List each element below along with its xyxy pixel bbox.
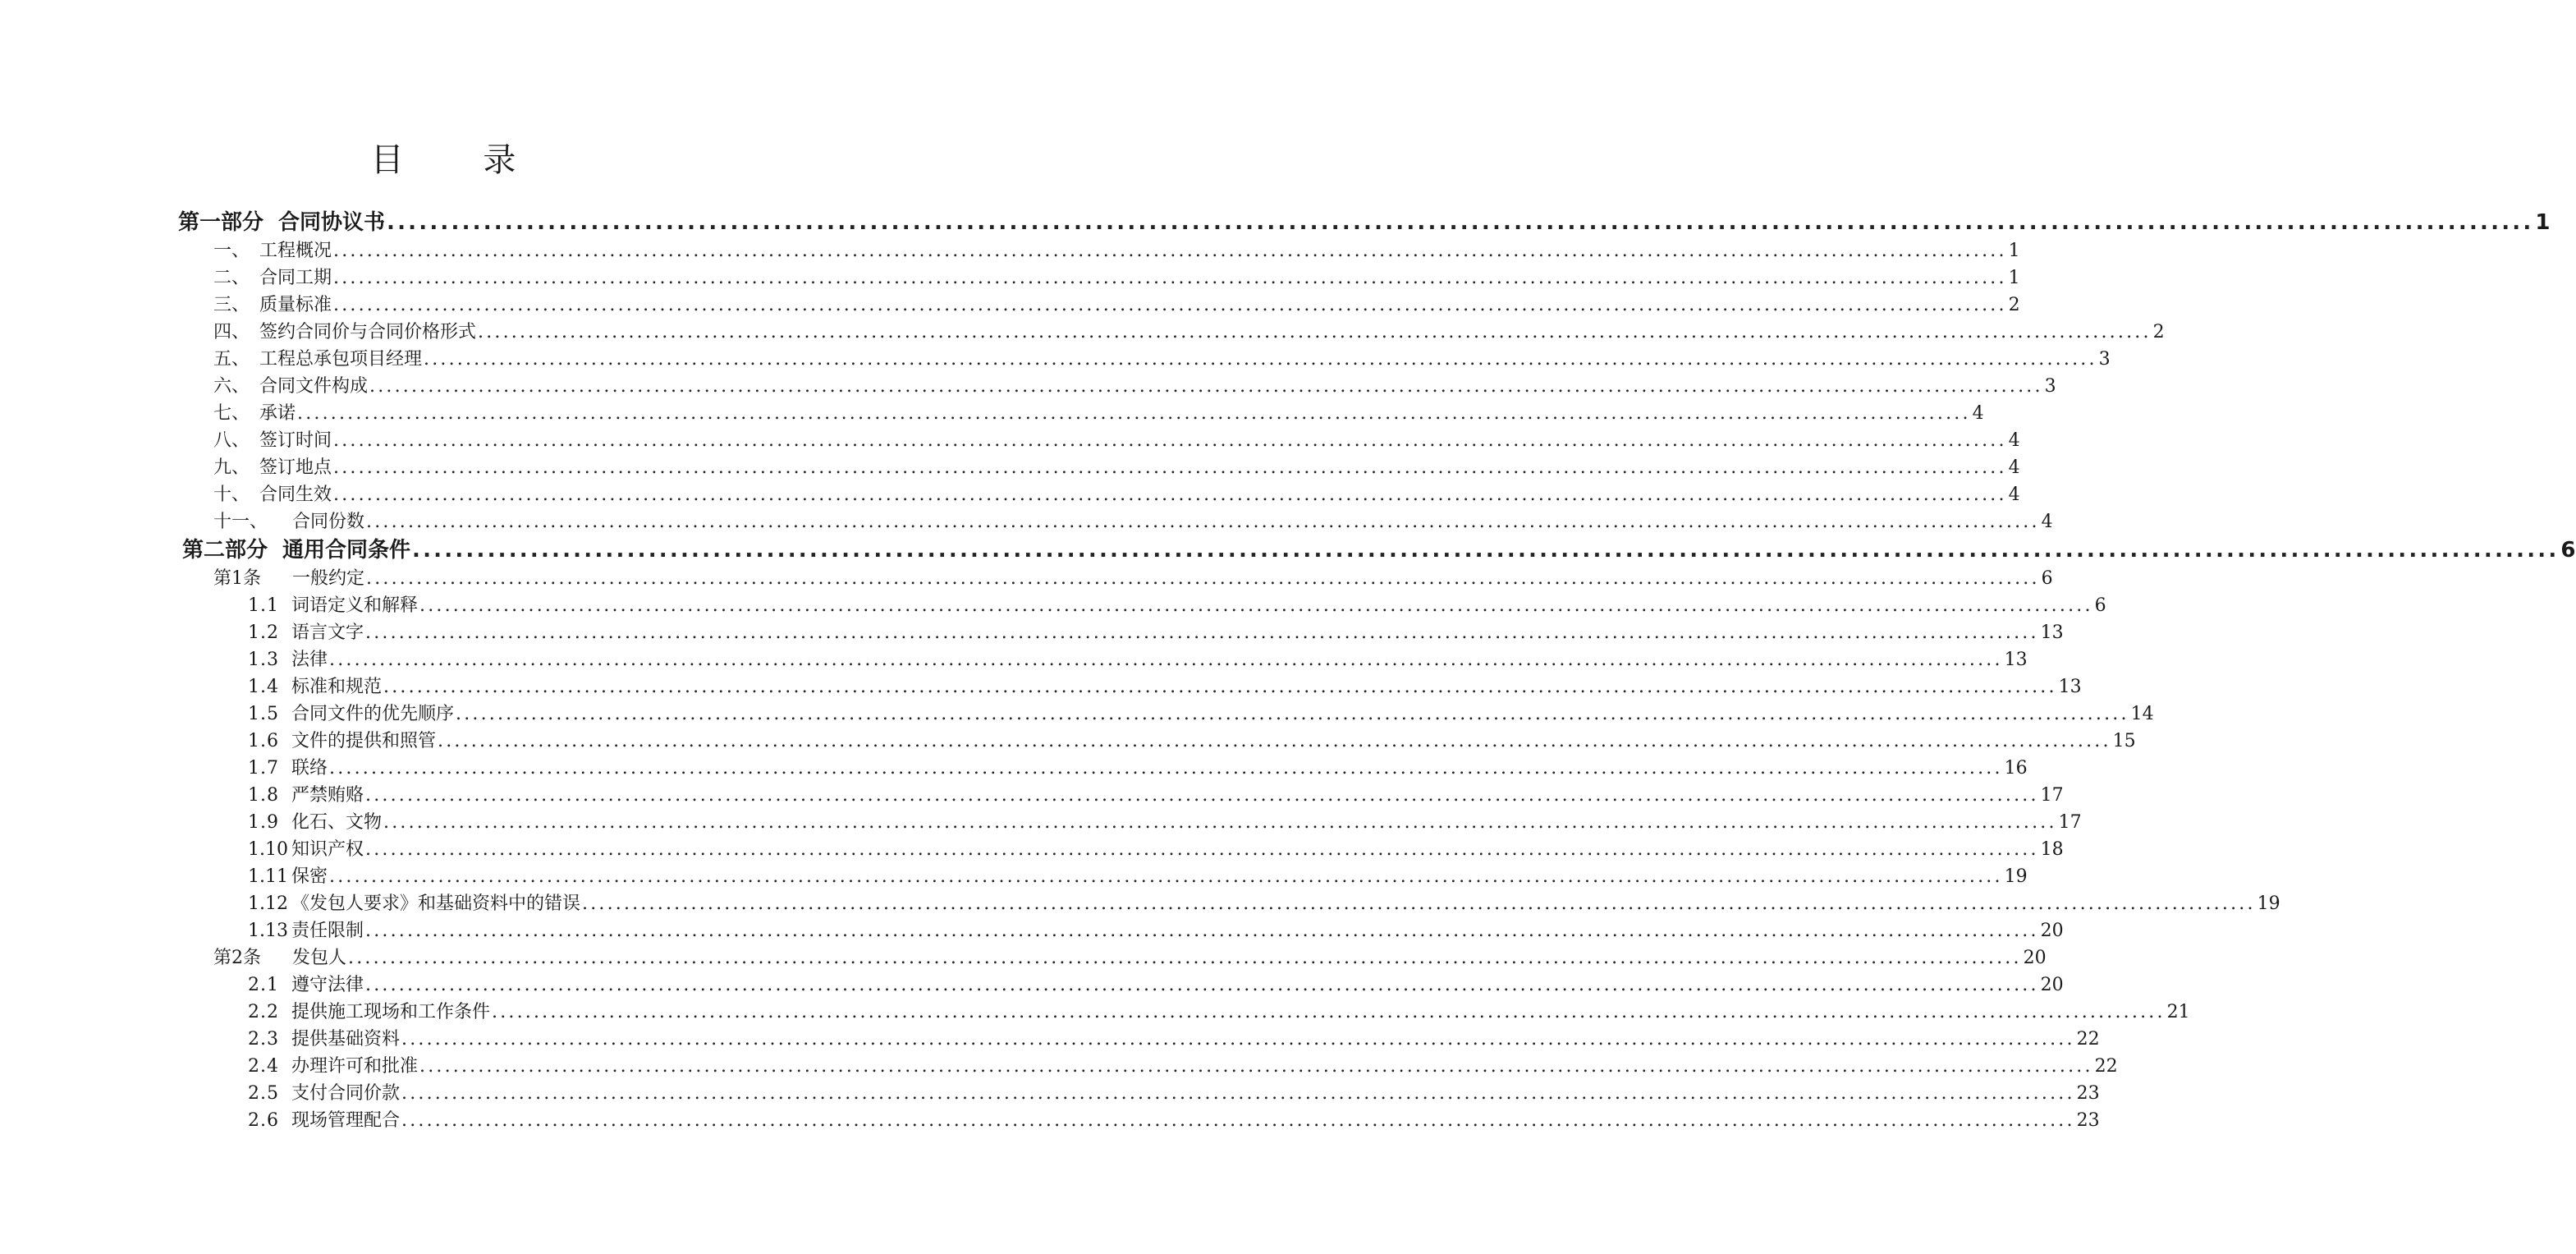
- toc-entry-number: 二、: [213, 268, 250, 288]
- toc-page-number: 2: [2008, 295, 2020, 315]
- toc-page-number: 23: [2076, 1083, 2100, 1104]
- toc-entry-text: 签订地点: [259, 457, 332, 478]
- toc-entry-number: 1.7: [248, 758, 279, 779]
- toc-entry-label: [213, 239, 332, 264]
- toc-entry[interactable]: [0, 535, 2576, 564]
- toc-entry-text: 合同文件的优先顺序: [291, 704, 455, 724]
- toc-leader-dots: ........................................................................................................................................................................................................: [329, 650, 2003, 670]
- toc-entry-label: [248, 1027, 400, 1052]
- toc-entry[interactable]: [0, 426, 2020, 453]
- toc-entry-number: 2.5: [248, 1083, 279, 1104]
- toc-entry-text: 《发包人要求》和基础资料中的错误: [291, 893, 581, 914]
- toc-leader-dots: ........................................................................................................................................................................................................: [401, 1110, 2075, 1131]
- toc-entry-text: 标准和规范: [291, 677, 383, 697]
- toc-entry-label: [213, 946, 346, 971]
- toc-page-number: 13: [2058, 677, 2082, 697]
- toc-entry-label: [248, 621, 364, 645]
- toc-page-number: 22: [2076, 1029, 2100, 1050]
- toc-entry-text: 签约合同价与合同价格形式: [259, 322, 477, 342]
- toc-leader-dots: ........................................................................................................................................................................................................: [333, 457, 2007, 478]
- toc-entry-text: 知识产权: [291, 839, 364, 860]
- toc-entry-label: [248, 865, 328, 889]
- toc-entry-label: [248, 702, 454, 727]
- toc-entry-number: 1.11: [248, 866, 288, 887]
- toc-entry[interactable]: [0, 207, 2551, 237]
- toc-page-number: 15: [2112, 731, 2136, 751]
- toc-entry-number: 一、: [213, 241, 250, 261]
- toc-leader-dots: ........................................................................................................................................................................................................: [333, 268, 2007, 288]
- toc-entry[interactable]: [0, 1052, 2118, 1079]
- toc-entry-label: [248, 729, 436, 754]
- toc-page-number: 6: [2094, 595, 2106, 616]
- toc-title: 目 录: [370, 141, 551, 179]
- toc-page-number: 1: [2008, 268, 2020, 288]
- toc-entry[interactable]: [0, 889, 2280, 916]
- toc-entry[interactable]: [0, 700, 2154, 727]
- toc-entry-text: 遵守法律: [291, 975, 364, 995]
- toc-entry-number: 1.9: [248, 812, 279, 833]
- toc-leader-dots: ........................................................................................................................................................................................................: [365, 975, 2039, 995]
- toc-entry-number: 2.1: [248, 975, 279, 995]
- toc-leader-dots: ........................................................................................................................................................................................................: [348, 948, 2022, 968]
- toc-entry-label: [248, 1109, 400, 1133]
- toc-leader-dots: ........................................................................................................................................................................................................: [387, 210, 2534, 235]
- toc-entry[interactable]: [0, 998, 2190, 1025]
- toc-entry-text: 工程总承包项目经理: [259, 349, 423, 370]
- toc-entry-label: [248, 1000, 490, 1025]
- toc-leader-dots: ........................................................................................................................................................................................................: [369, 376, 2043, 397]
- toc-leader-dots: ........................................................................................................................................................................................................: [401, 1083, 2075, 1104]
- toc-entry-label: [213, 567, 364, 591]
- toc-entry-label: [248, 648, 328, 673]
- toc-leader-dots: ........................................................................................................................................................................................................: [365, 785, 2039, 806]
- toc-entry[interactable]: [0, 1025, 2100, 1052]
- toc-page-number: 14: [2130, 704, 2154, 724]
- toc-entry-number: 1.6: [248, 731, 279, 751]
- toc-entry-label: [248, 675, 382, 700]
- toc-page-number: 17: [2040, 785, 2064, 806]
- toc-leader-dots: ........................................................................................................................................................................................................: [329, 758, 2003, 779]
- toc-entry-text: 通用合同条件: [282, 538, 411, 563]
- toc-entry-label: [182, 536, 410, 564]
- toc-entry-number: 第2条: [213, 948, 261, 968]
- toc-entry-label: [248, 811, 382, 835]
- toc-entry-text: 合同份数: [292, 512, 365, 532]
- toc-entry-label: [213, 483, 332, 508]
- toc-entry-number: 1.8: [248, 785, 279, 806]
- toc-page-number: 4: [2008, 430, 2020, 451]
- toc-entry-number: 2.4: [248, 1056, 279, 1077]
- toc-entry[interactable]: [0, 264, 2020, 291]
- toc-entry[interactable]: [0, 480, 2020, 508]
- toc-entry-text: 工程概况: [259, 241, 332, 261]
- toc-leader-dots: ........................................................................................................................................................................................................: [297, 403, 1971, 424]
- toc-entry-label: [248, 756, 328, 781]
- toc-entry-text: 化石、文物: [291, 812, 383, 833]
- toc-entry-number: 十、: [213, 485, 250, 505]
- toc-entry[interactable]: [0, 835, 2064, 862]
- table-of-contents: [0, 207, 2576, 1133]
- toc-entry[interactable]: [0, 618, 2064, 645]
- toc-leader-dots: ........................................................................................................................................................................................................: [419, 1056, 2093, 1077]
- toc-entry[interactable]: [0, 591, 2106, 618]
- toc-leader-dots: ........................................................................................................................................................................................................: [333, 485, 2007, 505]
- toc-page-number: 16: [2004, 758, 2028, 779]
- toc-entry[interactable]: [0, 399, 1984, 426]
- toc-leader-dots: ........................................................................................................................................................................................................: [365, 622, 2039, 643]
- toc-leader-dots: ........................................................................................................................................................................................................: [383, 677, 2057, 697]
- toc-entry-number: 1.4: [248, 677, 279, 697]
- toc-entry-number: 第二部分: [182, 538, 268, 563]
- toc-entry[interactable]: [0, 1079, 2100, 1106]
- toc-entry-label: [178, 209, 385, 237]
- toc-page-number: 6: [2041, 568, 2053, 589]
- toc-page-number: 19: [2004, 866, 2028, 887]
- toc-entry-label: [213, 374, 368, 399]
- toc-leader-dots: ........................................................................................................................................................................................................: [492, 1002, 2166, 1022]
- toc-entry-number: 四、: [213, 322, 250, 342]
- toc-page-number: 20: [2040, 921, 2064, 941]
- toc-entry-number: 十一、: [213, 512, 268, 532]
- toc-entry[interactable]: [0, 781, 2064, 808]
- toc-leader-dots: ........................................................................................................................................................................................................: [329, 866, 2003, 887]
- toc-page-number: 4: [2008, 485, 2020, 505]
- toc-leader-dots: ........................................................................................................................................................................................................: [456, 704, 2129, 724]
- toc-entry[interactable]: [0, 944, 2047, 971]
- toc-entry[interactable]: [0, 808, 2082, 835]
- toc-entry-label: [213, 347, 422, 372]
- toc-entry-number: 2.2: [248, 1002, 279, 1022]
- toc-entry-label: [248, 919, 364, 944]
- toc-entry-number: 1.5: [248, 704, 279, 724]
- toc-page-number: 20: [2040, 975, 2064, 995]
- toc-entry-number: 1.1: [248, 595, 279, 616]
- toc-entry-text: 提供施工现场和工作条件: [291, 1002, 491, 1022]
- toc-entry-label: [248, 838, 364, 862]
- toc-entry-text: 词语定义和解释: [291, 595, 419, 616]
- toc-entry-text: 提供基础资料: [291, 1029, 401, 1050]
- toc-entry-number: 七、: [213, 403, 250, 424]
- toc-page-number: 1: [2008, 241, 2020, 261]
- toc-entry[interactable]: [0, 754, 2028, 781]
- toc-page-number: 6: [2560, 538, 2576, 563]
- toc-leader-dots: ........................................................................................................................................................................................................: [333, 241, 2007, 261]
- toc-entry-number: 第1条: [213, 568, 261, 589]
- toc-entry-label: [248, 594, 418, 618]
- toc-leader-dots: ........................................................................................................................................................................................................: [366, 568, 2040, 589]
- toc-page-number: 13: [2040, 622, 2064, 643]
- toc-entry-text: 保密: [291, 866, 328, 887]
- toc-leader-dots: ........................................................................................................................................................................................................: [438, 731, 2111, 751]
- toc-page-number: 20: [2023, 948, 2047, 968]
- toc-entry-text: 合同协议书: [278, 210, 386, 235]
- toc-entry-label: [248, 892, 580, 916]
- toc-entry-label: [248, 1054, 418, 1079]
- toc-page-number: 17: [2058, 812, 2082, 833]
- toc-entry-number: 八、: [213, 430, 250, 451]
- toc-entry-label: [213, 266, 332, 291]
- toc-entry-text: 一般约定: [292, 568, 365, 589]
- toc-leader-dots: ........................................................................................................................................................................................................: [401, 1029, 2075, 1050]
- toc-entry[interactable]: [0, 1106, 2100, 1133]
- toc-entry-number: 1.10: [248, 839, 288, 860]
- toc-entry-text: 法律: [291, 650, 328, 670]
- toc-entry[interactable]: [0, 916, 2064, 944]
- toc-entry-number: 第一部分: [178, 210, 264, 235]
- toc-entry-label: [213, 510, 364, 535]
- toc-entry-label: [213, 456, 332, 480]
- toc-page-number: 3: [2098, 349, 2111, 370]
- toc-page-number: 4: [1972, 403, 1984, 424]
- toc-entry-label: [248, 973, 364, 998]
- toc-entry-number: 1.3: [248, 650, 279, 670]
- toc-entry-number: 六、: [213, 376, 250, 397]
- toc-page-number: 19: [2257, 893, 2280, 914]
- toc-entry-label: [248, 1082, 400, 1106]
- toc-entry-number: 1.2: [248, 622, 279, 643]
- toc-entry-label: [213, 402, 296, 426]
- toc-leader-dots: ........................................................................................................................................................................................................: [383, 812, 2057, 833]
- toc-entry[interactable]: [0, 318, 2165, 345]
- toc-page-number: 1: [2535, 210, 2551, 235]
- toc-entry-text: 承诺: [259, 403, 296, 424]
- toc-entry-text: 合同工期: [259, 268, 332, 288]
- toc-entry[interactable]: [0, 372, 2056, 399]
- toc-entry-number: 五、: [213, 349, 250, 370]
- toc-entry-text: 责任限制: [291, 921, 364, 941]
- toc-entry-text: 语言文字: [291, 622, 364, 643]
- toc-entry[interactable]: [0, 564, 2053, 591]
- toc-leader-dots: ........................................................................................................................................................................................................: [412, 538, 2560, 563]
- toc-leader-dots: ........................................................................................................................................................................................................: [582, 893, 2256, 914]
- toc-entry[interactable]: [0, 508, 2053, 535]
- toc-entry[interactable]: [0, 673, 2082, 700]
- toc-page-number: 13: [2004, 650, 2028, 670]
- toc-page-number: 21: [2166, 1002, 2190, 1022]
- toc-page-number: 18: [2040, 839, 2064, 860]
- toc-entry[interactable]: [0, 237, 2020, 264]
- toc-entry[interactable]: [0, 291, 2020, 318]
- toc-leader-dots: ........................................................................................................................................................................................................: [333, 295, 2007, 315]
- toc-entry[interactable]: [0, 345, 2111, 372]
- toc-entry-text: 文件的提供和照管: [291, 731, 437, 751]
- toc-page-number: 2: [2152, 322, 2165, 342]
- toc-entry-number: 三、: [213, 295, 250, 315]
- toc-page-number: 3: [2044, 376, 2056, 397]
- toc-leader-dots: ........................................................................................................................................................................................................: [424, 349, 2097, 370]
- toc-entry-text: 现场管理配合: [291, 1110, 401, 1131]
- toc-entry-text: 办理许可和批准: [291, 1056, 419, 1077]
- toc-leader-dots: ........................................................................................................................................................................................................: [366, 512, 2040, 532]
- toc-entry[interactable]: [0, 971, 2064, 998]
- toc-entry-number: 2.6: [248, 1110, 279, 1131]
- toc-leader-dots: ........................................................................................................................................................................................................: [419, 595, 2093, 616]
- toc-leader-dots: ........................................................................................................................................................................................................: [365, 921, 2039, 941]
- toc-page-number: 4: [2041, 512, 2053, 532]
- toc-entry-text: 合同生效: [259, 485, 332, 505]
- toc-page-number: 22: [2094, 1056, 2118, 1077]
- toc-entry-label: [213, 293, 332, 318]
- toc-entry-number: 1.13: [248, 921, 288, 941]
- toc-entry-text: 质量标准: [259, 295, 332, 315]
- toc-entry-label: [248, 783, 364, 808]
- toc-entry-label: [213, 429, 332, 453]
- toc-leader-dots: ........................................................................................................................................................................................................: [365, 839, 2039, 860]
- toc-entry[interactable]: [0, 862, 2028, 889]
- toc-entry-number: 九、: [213, 457, 250, 478]
- toc-page-number: 4: [2008, 457, 2020, 478]
- toc-entry-text: 合同文件构成: [259, 376, 369, 397]
- toc-entry-text: 支付合同价款: [291, 1083, 401, 1104]
- toc-leader-dots: ........................................................................................................................................................................................................: [478, 322, 2152, 342]
- toc-entry-text: 签订时间: [259, 430, 332, 451]
- toc-entry-label: [213, 320, 476, 345]
- toc-entry[interactable]: [0, 453, 2020, 480]
- toc-entry[interactable]: [0, 645, 2028, 673]
- toc-leader-dots: ........................................................................................................................................................................................................: [333, 430, 2007, 451]
- toc-entry-number: 1.12: [248, 893, 288, 914]
- toc-entry-text: 发包人: [292, 948, 347, 968]
- toc-entry-text: 联络: [291, 758, 328, 779]
- toc-entry-text: 严禁贿赂: [291, 785, 364, 806]
- toc-entry-number: 2.3: [248, 1029, 279, 1050]
- toc-entry[interactable]: [0, 727, 2136, 754]
- toc-page-number: 23: [2076, 1110, 2100, 1131]
